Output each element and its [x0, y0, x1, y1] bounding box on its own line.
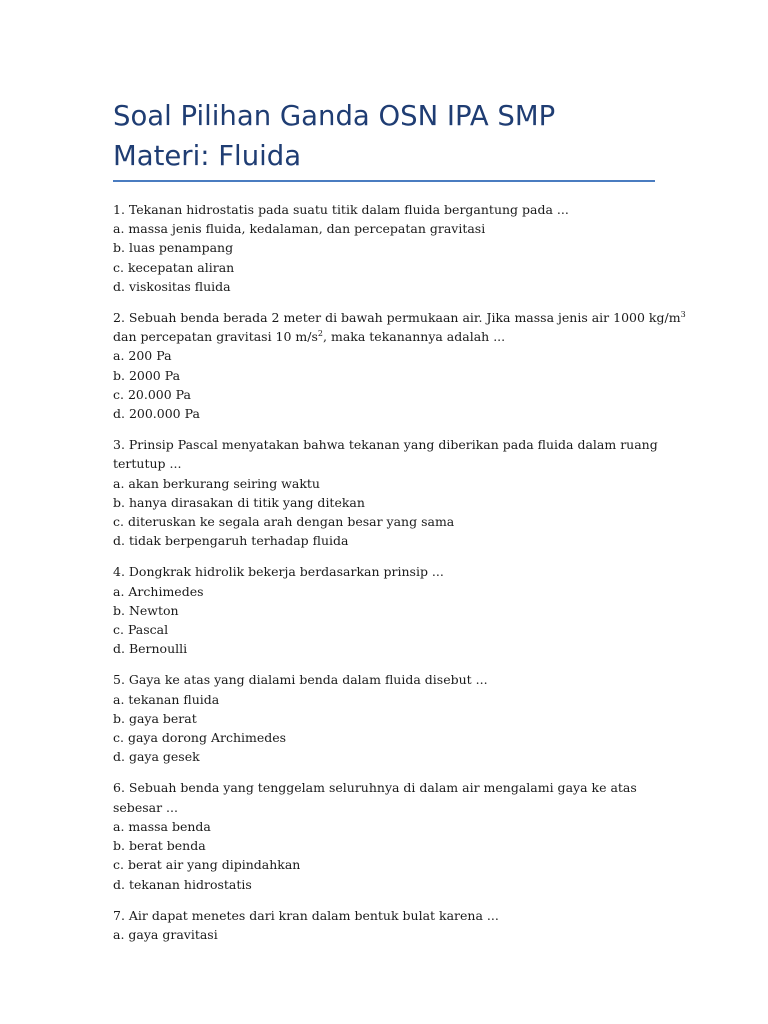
question-6: [113, 778, 673, 893]
question-3: [113, 435, 673, 550]
question-5-option-d: d. gaya gesek: [113, 749, 200, 765]
question-5: [113, 670, 673, 766]
document-title: [113, 96, 673, 176]
question-7-option-a: a. gaya gravitasi: [113, 926, 218, 942]
question-2-option-d: d. 200.000 Pa: [113, 406, 200, 422]
question-7: [113, 906, 673, 944]
question-5-option-c: c. gaya dorong Archimedes: [113, 730, 287, 746]
question-4-option-b: b. Newton: [113, 602, 179, 618]
question-4: [113, 562, 673, 658]
question-6-option-b: b. berat benda: [113, 838, 206, 854]
question-3-option-d: d. tidak berpengaruh terhadap fluida: [113, 533, 349, 549]
question-6-option-d: d. tekanan hidrostatis: [113, 876, 252, 892]
question-3-option-b: b. hanya dirasakan di titik yang ditekan: [113, 494, 365, 510]
question-4-stem: 4. Dongkrak hidrolik bekerja berdasarkan prinsip ...: [113, 564, 444, 580]
question-4-option-a: a. Archimedes: [113, 583, 204, 599]
question-6-stem: 6. Sebuah benda yang tenggelam seluruhnya di dalam air mengalami gaya ke atas sebesar ...: [113, 780, 637, 815]
title-underline: [113, 180, 655, 182]
question-list: [113, 200, 686, 956]
question-2-stem-line-2: [113, 327, 673, 346]
question-4-option-c: c. Pascal: [113, 622, 169, 638]
question-2-stem-part-2: dan percepatan gravitasi 10 m/s: [113, 329, 318, 345]
question-2: [113, 308, 686, 423]
question-7-stem: 7. Air dapat menetes dari kran dalam bentuk bulat karena ...: [113, 907, 499, 923]
question-2-option-b: b. 2000 Pa: [113, 367, 181, 383]
question-3-option-a: a. akan berkurang seiring waktu: [113, 475, 320, 491]
question-2-stem-part-3: , maka tekanannya adalah ...: [323, 329, 506, 345]
question-5-option-a: a. tekanan fluida: [113, 691, 220, 707]
question-2-superscript-2: 2: [317, 329, 324, 339]
question-2-stem-line-1: [113, 308, 686, 327]
question-2-option-c: c. 20.000 Pa: [113, 386, 191, 402]
question-1-option-b: b. luas penampang: [113, 240, 234, 256]
question-1-option-d: d. viskositas fluida: [113, 278, 231, 294]
question-6-option-a: a. massa benda: [113, 818, 211, 834]
question-2-superscript-3: 3: [680, 309, 686, 319]
question-5-option-b: b. gaya berat: [113, 710, 197, 726]
question-2-option-a: a. 200 Pa: [113, 348, 172, 364]
question-4-option-d: d. Bernoulli: [113, 641, 188, 657]
question-1: [113, 200, 673, 296]
question-3-option-c: c. diteruskan ke segala arah dengan besar yang sama: [113, 514, 455, 530]
question-1-option-a: a. massa jenis fluida, kedalaman, dan percepatan gravitasi: [113, 221, 486, 237]
question-6-option-c: c. berat air yang dipindahkan: [113, 857, 301, 873]
question-2-stem-part-1: 2. Sebuah benda berada 2 meter di bawah permukaan air. Jika massa jenis air 1000 kg/m: [113, 310, 681, 326]
question-1-option-c: c. kecepatan aliran: [113, 259, 235, 275]
title-line-2: Materi: Fluida: [113, 140, 302, 172]
question-1-stem: 1. Tekanan hidrostatis pada suatu titik dalam fluida bergantung pada ...: [113, 202, 569, 217]
question-5-stem: 5. Gaya ke atas yang dialami benda dalam fluida disebut ...: [113, 672, 488, 688]
question-3-stem: 3. Prinsip Pascal menyatakan bahwa tekanan yang diberikan pada fluida dalam ruang tertutup ...: [113, 437, 658, 472]
title-line-1: Soal Pilihan Ganda OSN IPA SMP: [113, 100, 556, 132]
